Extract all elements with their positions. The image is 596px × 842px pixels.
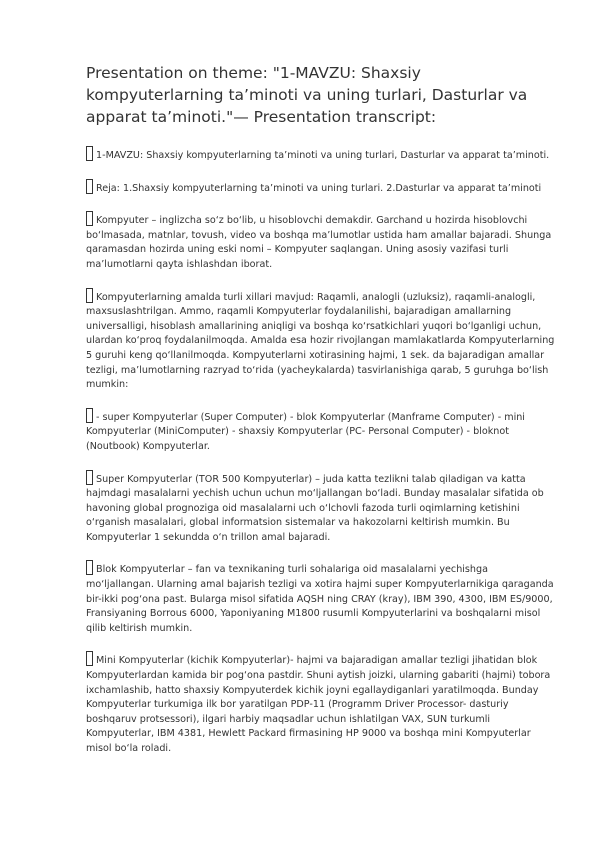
missing-glyph-box-icon	[86, 560, 93, 575]
missing-glyph-box-icon	[86, 211, 93, 226]
missing-glyph-box-icon	[86, 651, 93, 666]
transcript-paragraph-6: Super Kompyuterlar (TOR 500 Kompyuterlar) – juda katta tezlikni talab qiladigan va katta hajmdagi masalalarni yechish uchun uchun mo‘ljallangan bo‘ladi. Bunday masalalar sifatida ob havoning global prognoziga oid masalalarni uch o‘lchovli fazoda turli oqimlarning ketishini o‘rganish masalalari, global informatsion sistemalar va hakozolarni keltirish mumkin. Bu Kompyuterlar 1 sekundda o‘n trillon amal bajaradi.	[86, 470, 556, 546]
transcript-paragraph-2: Reja: 1.Shaxsiy kompyuterlarning ta’minoti va uning turlari. 2.Dasturlar va apparat ta’minoti	[86, 179, 556, 197]
missing-glyph-box-icon	[86, 146, 93, 161]
transcript-paragraph-1: 1-MAVZU: Shaxsiy kompyuterlarning ta’minoti va uning turlari, Dasturlar va apparat ta’minoti.	[86, 146, 556, 164]
missing-glyph-box-icon	[86, 408, 93, 423]
transcript-paragraph-4: Kompyuterlarning amalda turli xillari mavjud: Raqamli, analogli (uzluksiz), raqamli-analogli, maxsuslashtrilgan. Ammo, raqamli Kompyuterlar foydalanilishi, bajaradigan amallarning universalligi, hisoblash amallarining aniqligi va boshqa ko‘rsatkichlari yuqori bo‘lganligi uchun, ulardan ko‘proq foydalanilmoqda. Amalda esa hozir rivojlangan mamlakatlarda Kompyuterlarning 5 guruhi keng qo‘llanilmoqda. Kompyuterlarni xotirasining hajmi, 1 sek. da bajaradigan amallar tezligi, ma’lumotlarning razryad to‘rida (yacheykalarda) tasvirlanishiga qarab, 5 guruhga bo‘lish mumkin:	[86, 288, 556, 393]
missing-glyph-box-icon	[86, 179, 93, 194]
transcript-paragraph-3: Kompyuter – inglizcha so‘z bo‘lib, u hisoblovchi demakdir. Garchand u hozirda hisoblovchi bo‘lmasada, matnlar, tovush, video va boshqa ma’lumotlar ustida ham amallar bajaradi. Shunga qaramasdan hozirda uning eski nomi – Kompyuter saqlangan. Uning asosiy vazifasi turli ma’lumotlarni qayta ishlashdan iborat.	[86, 211, 556, 272]
document-page	[86, 62, 556, 772]
transcript-paragraph-8: Mini Kompyuterlar (kichik Kompyuterlar)- hajmi va bajaradigan amallar tezligi jihatidan blok Kompyuterlardan kamida bir pog‘ona pastdir. Shuni aytish joizki, ularning gabariti (hajmi) tobora ixchamlashib, hatto shaxsiy Kompyuterdek kichik joyni egallaydiganlari yaratilmoqda. Bunday Kompyuterlar turkumiga ilk bor yaratilgan PDP-11 (Programm Driver Processor- dasturiy boshqaruv protsessori), ilgari harbiy maqsadlar uchun ishlatilgan VAX, SUN turkumli Kompyuterlar, IBM 4381, Hewlett Packard firmasining HP 9000 va boshqa mini Kompyuterlar misol bo‘la roladi.	[86, 651, 556, 756]
page-title: Presentation on theme: "1-MAVZU: Shaxsiy kompyuterlarning ta’minoti va uning turlari, Dasturlar va apparat ta’minoti."— Presentation transcript:	[86, 64, 528, 126]
missing-glyph-box-icon	[86, 288, 93, 303]
transcript-paragraph-7: Blok Kompyuterlar – fan va texnikaning turli sohalariga oid masalalarni yechishga mo‘ljallangan. Ularning amal bajarish tezligi va xotira hajmi super Kompyuterlarnikiga qaraganda bir-ikki pog‘ona past. Bularga misol sifatida AQSH ning CRAY (kray), IBM 390, 4300, IBM ES/9000, Fransiyaning Borrous 6000, Yaponiyaning M1800 rusumli Kompyuterlarini va boshqalarni misol qilib keltirish mumkin.	[86, 560, 556, 636]
transcript-paragraph-5: - super Kompyuterlar (Super Computer) - blok Kompyuterlar (Manframe Computer) - mini Kompyuterlar (MiniComputer) - shaxsiy Kompyuterlar (PC- Personal Computer) - bloknot (Noutbook) Kompyuterlar.	[86, 408, 556, 455]
missing-glyph-box-icon	[86, 470, 93, 485]
